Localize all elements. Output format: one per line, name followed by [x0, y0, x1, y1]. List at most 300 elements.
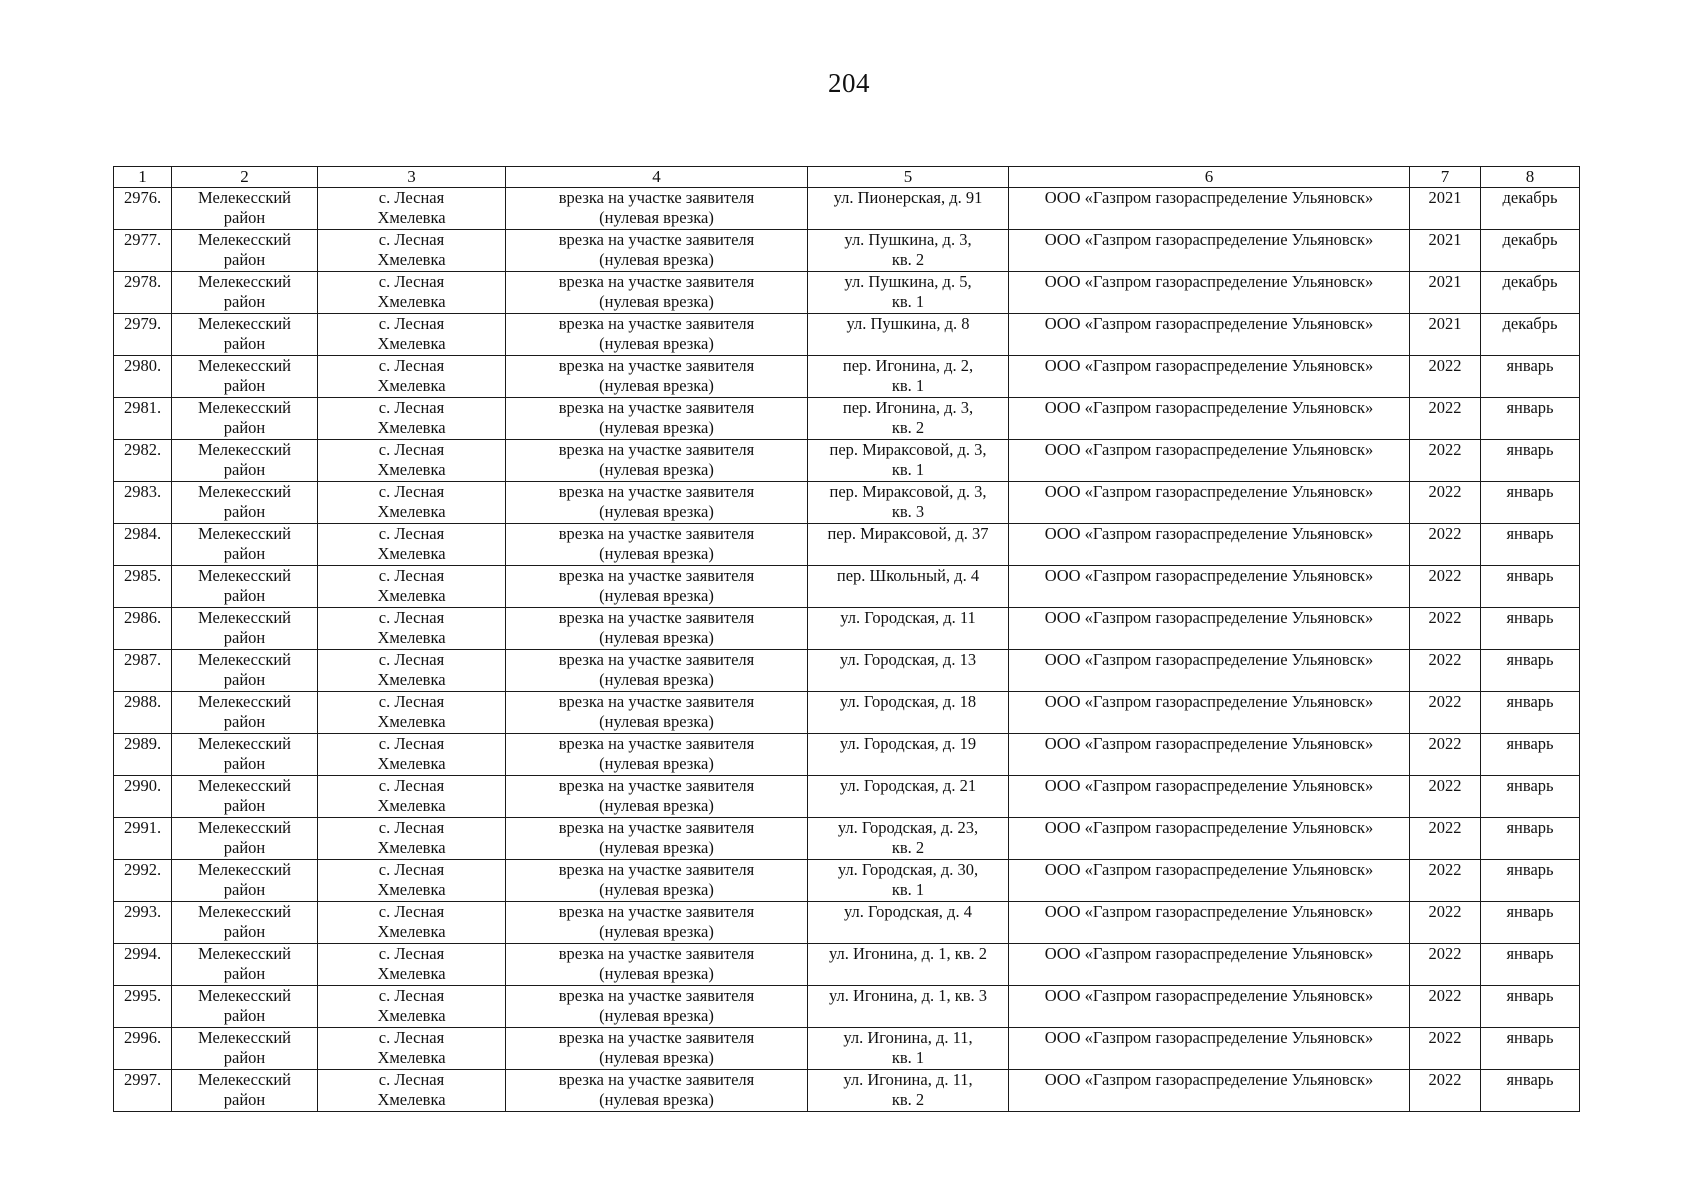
district-line-2: район	[223, 712, 266, 731]
address-cell	[808, 188, 1009, 230]
district-line-2: район	[223, 292, 266, 311]
settlement-line-2: Хмелевка	[377, 838, 446, 857]
work-type-line-2: (нулевая врезка)	[599, 250, 714, 269]
address-line-1: ул. Игонина, д. 1, кв. 3	[828, 986, 988, 1005]
work-type-cell	[506, 692, 808, 734]
address-cell	[808, 692, 1009, 734]
district-cell	[172, 1070, 318, 1112]
district-cell	[172, 818, 318, 860]
settlement-line-1: с. Лесная	[378, 1028, 445, 1047]
work-type-line-1: врезка на участке заявителя	[558, 944, 755, 963]
district-cell	[172, 272, 318, 314]
table-row	[114, 398, 1580, 440]
row-number: 2994.	[114, 944, 172, 986]
settlement-cell	[318, 902, 506, 944]
table-row	[114, 902, 1580, 944]
work-type-cell	[506, 524, 808, 566]
settlement-line-1: с. Лесная	[378, 356, 445, 375]
district-line-2: район	[223, 544, 266, 563]
settlement-cell	[318, 482, 506, 524]
registry-table	[113, 166, 1580, 1112]
row-number: 2988.	[114, 692, 172, 734]
column-header-3: 3	[318, 167, 506, 188]
table-row	[114, 272, 1580, 314]
district-cell	[172, 902, 318, 944]
settlement-line-1: с. Лесная	[378, 1070, 445, 1089]
table-row	[114, 734, 1580, 776]
table-row	[114, 1070, 1580, 1112]
year-cell: 2022	[1410, 398, 1481, 440]
month-cell: январь	[1481, 902, 1580, 944]
work-type-line-1: врезка на участке заявителя	[558, 734, 755, 753]
column-header-6: 6	[1009, 167, 1410, 188]
settlement-cell	[318, 944, 506, 986]
settlement-cell	[318, 314, 506, 356]
organization-cell: ООО «Газпром газораспределение Ульяновск»	[1009, 902, 1410, 944]
district-cell	[172, 1028, 318, 1070]
work-type-line-1: врезка на участке заявителя	[558, 314, 755, 333]
address-cell	[808, 230, 1009, 272]
organization-cell: ООО «Газпром газораспределение Ульяновск»	[1009, 524, 1410, 566]
settlement-line-2: Хмелевка	[377, 754, 446, 773]
settlement-cell	[318, 230, 506, 272]
settlement-line-1: с. Лесная	[378, 398, 445, 417]
table-row	[114, 566, 1580, 608]
district-line-2: район	[223, 838, 266, 857]
year-cell: 2022	[1410, 524, 1481, 566]
district-line-2: район	[223, 796, 266, 815]
district-cell	[172, 356, 318, 398]
address-line-1: ул. Пушкина, д. 3,	[844, 230, 972, 249]
settlement-line-1: с. Лесная	[378, 776, 445, 795]
organization-cell: ООО «Газпром газораспределение Ульяновск»	[1009, 272, 1410, 314]
work-type-cell	[506, 944, 808, 986]
settlement-line-1: с. Лесная	[378, 986, 445, 1005]
year-cell: 2021	[1410, 314, 1481, 356]
work-type-line-1: врезка на участке заявителя	[558, 902, 755, 921]
table-row	[114, 650, 1580, 692]
address-line-2: кв. 1	[891, 292, 925, 311]
table-row	[114, 944, 1580, 986]
table-row	[114, 482, 1580, 524]
work-type-cell	[506, 440, 808, 482]
work-type-cell	[506, 482, 808, 524]
settlement-line-1: с. Лесная	[378, 440, 445, 459]
work-type-line-1: врезка на участке заявителя	[558, 230, 755, 249]
work-type-line-2: (нулевая врезка)	[599, 544, 714, 563]
settlement-line-1: с. Лесная	[378, 608, 445, 627]
year-cell: 2022	[1410, 986, 1481, 1028]
work-type-line-2: (нулевая врезка)	[599, 922, 714, 941]
month-cell: январь	[1481, 818, 1580, 860]
district-line-2: район	[223, 208, 266, 227]
district-line-1: Мелекесский	[198, 734, 291, 753]
settlement-line-1: с. Лесная	[378, 860, 445, 879]
settlement-line-2: Хмелевка	[377, 208, 446, 227]
address-cell	[808, 734, 1009, 776]
row-number: 2991.	[114, 818, 172, 860]
organization-cell: ООО «Газпром газораспределение Ульяновск»	[1009, 1028, 1410, 1070]
address-line-1: ул. Игонина, д. 11,	[843, 1070, 973, 1089]
month-cell: январь	[1481, 944, 1580, 986]
work-type-line-2: (нулевая врезка)	[599, 670, 714, 689]
district-line-1: Мелекесский	[198, 314, 291, 333]
month-cell: январь	[1481, 524, 1580, 566]
settlement-line-2: Хмелевка	[377, 292, 446, 311]
row-number: 2987.	[114, 650, 172, 692]
district-cell	[172, 944, 318, 986]
work-type-line-2: (нулевая врезка)	[599, 1048, 714, 1067]
settlement-cell	[318, 986, 506, 1028]
month-cell: январь	[1481, 482, 1580, 524]
settlement-line-2: Хмелевка	[377, 334, 446, 353]
settlement-line-2: Хмелевка	[377, 460, 446, 479]
year-cell: 2022	[1410, 776, 1481, 818]
year-cell: 2022	[1410, 944, 1481, 986]
district-line-1: Мелекесский	[198, 1070, 291, 1089]
work-type-line-1: врезка на участке заявителя	[558, 566, 755, 585]
work-type-line-2: (нулевая врезка)	[599, 208, 714, 227]
row-number: 2982.	[114, 440, 172, 482]
settlement-cell	[318, 692, 506, 734]
work-type-line-1: врезка на участке заявителя	[558, 440, 755, 459]
table-row	[114, 692, 1580, 734]
address-line-2: кв. 1	[891, 1048, 925, 1067]
address-line-1: ул. Игонина, д. 11,	[843, 1028, 973, 1047]
settlement-line-2: Хмелевка	[377, 1048, 446, 1067]
settlement-line-1: с. Лесная	[378, 314, 445, 333]
address-line-1: ул. Городская, д. 21	[839, 776, 977, 795]
organization-cell: ООО «Газпром газораспределение Ульяновск»	[1009, 944, 1410, 986]
settlement-line-1: с. Лесная	[378, 734, 445, 753]
address-cell	[808, 398, 1009, 440]
organization-cell: ООО «Газпром газораспределение Ульяновск»	[1009, 818, 1410, 860]
district-line-2: район	[223, 754, 266, 773]
settlement-line-2: Хмелевка	[377, 544, 446, 563]
settlement-line-1: с. Лесная	[378, 818, 445, 837]
settlement-line-1: с. Лесная	[378, 230, 445, 249]
organization-cell: ООО «Газпром газораспределение Ульяновск»	[1009, 1070, 1410, 1112]
work-type-line-2: (нулевая врезка)	[599, 586, 714, 605]
district-line-1: Мелекесский	[198, 440, 291, 459]
district-line-1: Мелекесский	[198, 272, 291, 291]
district-cell	[172, 692, 318, 734]
settlement-line-2: Хмелевка	[377, 586, 446, 605]
address-line-1: пер. Мираксовой, д. 3,	[829, 440, 987, 459]
district-cell	[172, 608, 318, 650]
settlement-cell	[318, 272, 506, 314]
month-cell: январь	[1481, 650, 1580, 692]
address-line-1: пер. Игонина, д. 2,	[842, 356, 974, 375]
column-header-7: 7	[1410, 167, 1481, 188]
table-row	[114, 608, 1580, 650]
month-cell: январь	[1481, 776, 1580, 818]
district-cell	[172, 230, 318, 272]
settlement-line-1: с. Лесная	[378, 692, 445, 711]
address-line-1: ул. Городская, д. 11	[840, 608, 976, 627]
work-type-line-2: (нулевая врезка)	[599, 712, 714, 731]
month-cell: декабрь	[1481, 314, 1580, 356]
address-cell	[808, 356, 1009, 398]
work-type-cell	[506, 818, 808, 860]
year-cell: 2022	[1410, 356, 1481, 398]
year-cell: 2022	[1410, 482, 1481, 524]
district-line-1: Мелекесский	[198, 482, 291, 501]
work-type-cell	[506, 986, 808, 1028]
settlement-cell	[318, 398, 506, 440]
table-row	[114, 860, 1580, 902]
row-number: 2984.	[114, 524, 172, 566]
district-cell	[172, 524, 318, 566]
district-cell	[172, 482, 318, 524]
address-cell	[808, 608, 1009, 650]
district-cell	[172, 314, 318, 356]
work-type-line-2: (нулевая врезка)	[599, 964, 714, 983]
settlement-line-2: Хмелевка	[377, 1006, 446, 1025]
column-header-5: 5	[808, 167, 1009, 188]
address-line-1: ул. Городская, д. 23,	[837, 818, 979, 837]
row-number: 2989.	[114, 734, 172, 776]
work-type-line-2: (нулевая врезка)	[599, 502, 714, 521]
table-row	[114, 818, 1580, 860]
work-type-line-1: врезка на участке заявителя	[558, 818, 755, 837]
settlement-line-2: Хмелевка	[377, 964, 446, 983]
address-line-2: кв. 1	[891, 880, 925, 899]
district-line-2: район	[223, 250, 266, 269]
district-line-2: район	[223, 922, 266, 941]
organization-cell: ООО «Газпром газораспределение Ульяновск»	[1009, 608, 1410, 650]
address-line-2: кв. 2	[891, 250, 925, 269]
address-line-2: кв. 2	[891, 1090, 925, 1109]
year-cell: 2021	[1410, 188, 1481, 230]
settlement-line-2: Хмелевка	[377, 1090, 446, 1109]
work-type-cell	[506, 776, 808, 818]
organization-cell: ООО «Газпром газораспределение Ульяновск»	[1009, 314, 1410, 356]
work-type-line-2: (нулевая врезка)	[599, 460, 714, 479]
district-cell	[172, 776, 318, 818]
district-line-1: Мелекесский	[198, 860, 291, 879]
organization-cell: ООО «Газпром газораспределение Ульяновск»	[1009, 440, 1410, 482]
settlement-cell	[318, 440, 506, 482]
page-number: 204	[828, 68, 870, 98]
row-number: 2980.	[114, 356, 172, 398]
address-line-2: кв. 3	[891, 502, 925, 521]
header-row	[114, 167, 1580, 188]
organization-cell: ООО «Газпром газораспределение Ульяновск»	[1009, 776, 1410, 818]
month-cell: декабрь	[1481, 272, 1580, 314]
district-line-1: Мелекесский	[198, 398, 291, 417]
address-line-2: кв. 1	[891, 460, 925, 479]
organization-cell: ООО «Газпром газораспределение Ульяновск»	[1009, 398, 1410, 440]
district-line-2: район	[223, 460, 266, 479]
year-cell: 2021	[1410, 230, 1481, 272]
table-row	[114, 188, 1580, 230]
table-row	[114, 314, 1580, 356]
settlement-line-1: с. Лесная	[378, 566, 445, 585]
row-number: 2976.	[114, 188, 172, 230]
column-header-4: 4	[506, 167, 808, 188]
table-body	[114, 188, 1580, 1112]
settlement-line-2: Хмелевка	[377, 418, 446, 437]
district-line-2: район	[223, 670, 266, 689]
address-cell	[808, 482, 1009, 524]
district-line-1: Мелекесский	[198, 524, 291, 543]
address-cell	[808, 314, 1009, 356]
address-line-1: ул. Пионерская, д. 91	[833, 188, 983, 207]
settlement-cell	[318, 524, 506, 566]
year-cell: 2022	[1410, 650, 1481, 692]
month-cell: январь	[1481, 734, 1580, 776]
row-number: 2995.	[114, 986, 172, 1028]
work-type-cell	[506, 188, 808, 230]
settlement-cell	[318, 1070, 506, 1112]
district-line-1: Мелекесский	[198, 986, 291, 1005]
table-row	[114, 776, 1580, 818]
district-line-1: Мелекесский	[198, 356, 291, 375]
address-cell	[808, 944, 1009, 986]
organization-cell: ООО «Газпром газораспределение Ульяновск»	[1009, 566, 1410, 608]
year-cell: 2022	[1410, 734, 1481, 776]
address-line-1: ул. Городская, д. 30,	[837, 860, 979, 879]
organization-cell: ООО «Газпром газораспределение Ульяновск»	[1009, 986, 1410, 1028]
district-line-2: район	[223, 334, 266, 353]
address-line-1: ул. Пушкина, д. 8	[846, 314, 970, 333]
address-line-1: ул. Пушкина, д. 5,	[844, 272, 972, 291]
settlement-line-2: Хмелевка	[377, 796, 446, 815]
work-type-line-1: врезка на участке заявителя	[558, 986, 755, 1005]
settlement-line-2: Хмелевка	[377, 670, 446, 689]
work-type-line-1: врезка на участке заявителя	[558, 356, 755, 375]
work-type-line-2: (нулевая врезка)	[599, 796, 714, 815]
district-line-1: Мелекесский	[198, 776, 291, 795]
address-line-1: ул. Городская, д. 19	[839, 734, 977, 753]
settlement-line-2: Хмелевка	[377, 922, 446, 941]
district-cell	[172, 440, 318, 482]
district-line-2: район	[223, 418, 266, 437]
district-line-1: Мелекесский	[198, 650, 291, 669]
column-header-2: 2	[172, 167, 318, 188]
work-type-line-1: врезка на участке заявителя	[558, 188, 755, 207]
month-cell: январь	[1481, 566, 1580, 608]
address-line-1: пер. Мираксовой, д. 37	[827, 524, 989, 543]
year-cell: 2022	[1410, 902, 1481, 944]
row-number: 2996.	[114, 1028, 172, 1070]
work-type-line-2: (нулевая врезка)	[599, 880, 714, 899]
month-cell: январь	[1481, 398, 1580, 440]
organization-cell: ООО «Газпром газораспределение Ульяновск»	[1009, 650, 1410, 692]
work-type-line-1: врезка на участке заявителя	[558, 272, 755, 291]
district-cell	[172, 398, 318, 440]
month-cell: январь	[1481, 986, 1580, 1028]
address-line-1: ул. Городская, д. 4	[844, 902, 972, 921]
district-line-1: Мелекесский	[198, 902, 291, 921]
district-line-1: Мелекесский	[198, 818, 291, 837]
settlement-line-1: с. Лесная	[378, 902, 445, 921]
address-cell	[808, 272, 1009, 314]
settlement-line-2: Хмелевка	[377, 712, 446, 731]
work-type-line-1: врезка на участке заявителя	[558, 608, 755, 627]
row-number: 2979.	[114, 314, 172, 356]
settlement-cell	[318, 356, 506, 398]
district-cell	[172, 566, 318, 608]
work-type-cell	[506, 230, 808, 272]
row-number: 2985.	[114, 566, 172, 608]
district-line-2: район	[223, 880, 266, 899]
district-line-1: Мелекесский	[198, 692, 291, 711]
address-line-1: ул. Игонина, д. 1, кв. 2	[828, 944, 988, 963]
month-cell: январь	[1481, 1028, 1580, 1070]
address-line-1: пер. Игонина, д. 3,	[842, 398, 974, 417]
settlement-cell	[318, 1028, 506, 1070]
row-number: 2983.	[114, 482, 172, 524]
year-cell: 2022	[1410, 440, 1481, 482]
year-cell: 2022	[1410, 608, 1481, 650]
settlement-cell	[318, 818, 506, 860]
month-cell: январь	[1481, 608, 1580, 650]
work-type-line-1: врезка на участке заявителя	[558, 398, 755, 417]
work-type-cell	[506, 1070, 808, 1112]
organization-cell: ООО «Газпром газораспределение Ульяновск»	[1009, 356, 1410, 398]
row-number: 2997.	[114, 1070, 172, 1112]
settlement-line-2: Хмелевка	[377, 880, 446, 899]
work-type-line-1: врезка на участке заявителя	[558, 1028, 755, 1047]
month-cell: январь	[1481, 692, 1580, 734]
address-line-1: пер. Школьный, д. 4	[836, 566, 980, 585]
settlement-cell	[318, 776, 506, 818]
address-cell	[808, 902, 1009, 944]
table-row	[114, 524, 1580, 566]
month-cell: январь	[1481, 1070, 1580, 1112]
settlement-cell	[318, 650, 506, 692]
address-line-2: кв. 2	[891, 418, 925, 437]
row-number: 2993.	[114, 902, 172, 944]
work-type-line-2: (нулевая врезка)	[599, 628, 714, 647]
settlement-cell	[318, 608, 506, 650]
address-cell	[808, 860, 1009, 902]
settlement-cell	[318, 860, 506, 902]
table-row	[114, 986, 1580, 1028]
year-cell: 2022	[1410, 692, 1481, 734]
row-number: 2977.	[114, 230, 172, 272]
address-cell	[808, 818, 1009, 860]
year-cell: 2022	[1410, 860, 1481, 902]
settlement-line-2: Хмелевка	[377, 376, 446, 395]
row-number: 2978.	[114, 272, 172, 314]
work-type-cell	[506, 398, 808, 440]
work-type-cell	[506, 1028, 808, 1070]
work-type-cell	[506, 356, 808, 398]
district-line-2: район	[223, 586, 266, 605]
work-type-line-1: врезка на участке заявителя	[558, 524, 755, 543]
row-number: 2992.	[114, 860, 172, 902]
row-number: 2990.	[114, 776, 172, 818]
address-cell	[808, 524, 1009, 566]
work-type-line-2: (нулевая врезка)	[599, 292, 714, 311]
organization-cell: ООО «Газпром газораспределение Ульяновск»	[1009, 188, 1410, 230]
work-type-line-1: врезка на участке заявителя	[558, 860, 755, 879]
settlement-line-1: с. Лесная	[378, 272, 445, 291]
year-cell: 2022	[1410, 1070, 1481, 1112]
address-line-2: кв. 2	[891, 838, 925, 857]
work-type-line-1: врезка на участке заявителя	[558, 1070, 755, 1089]
row-number: 2986.	[114, 608, 172, 650]
table-row	[114, 356, 1580, 398]
month-cell: январь	[1481, 356, 1580, 398]
address-line-2: кв. 1	[891, 376, 925, 395]
work-type-cell	[506, 902, 808, 944]
organization-cell: ООО «Газпром газораспределение Ульяновск»	[1009, 692, 1410, 734]
settlement-line-1: с. Лесная	[378, 188, 445, 207]
